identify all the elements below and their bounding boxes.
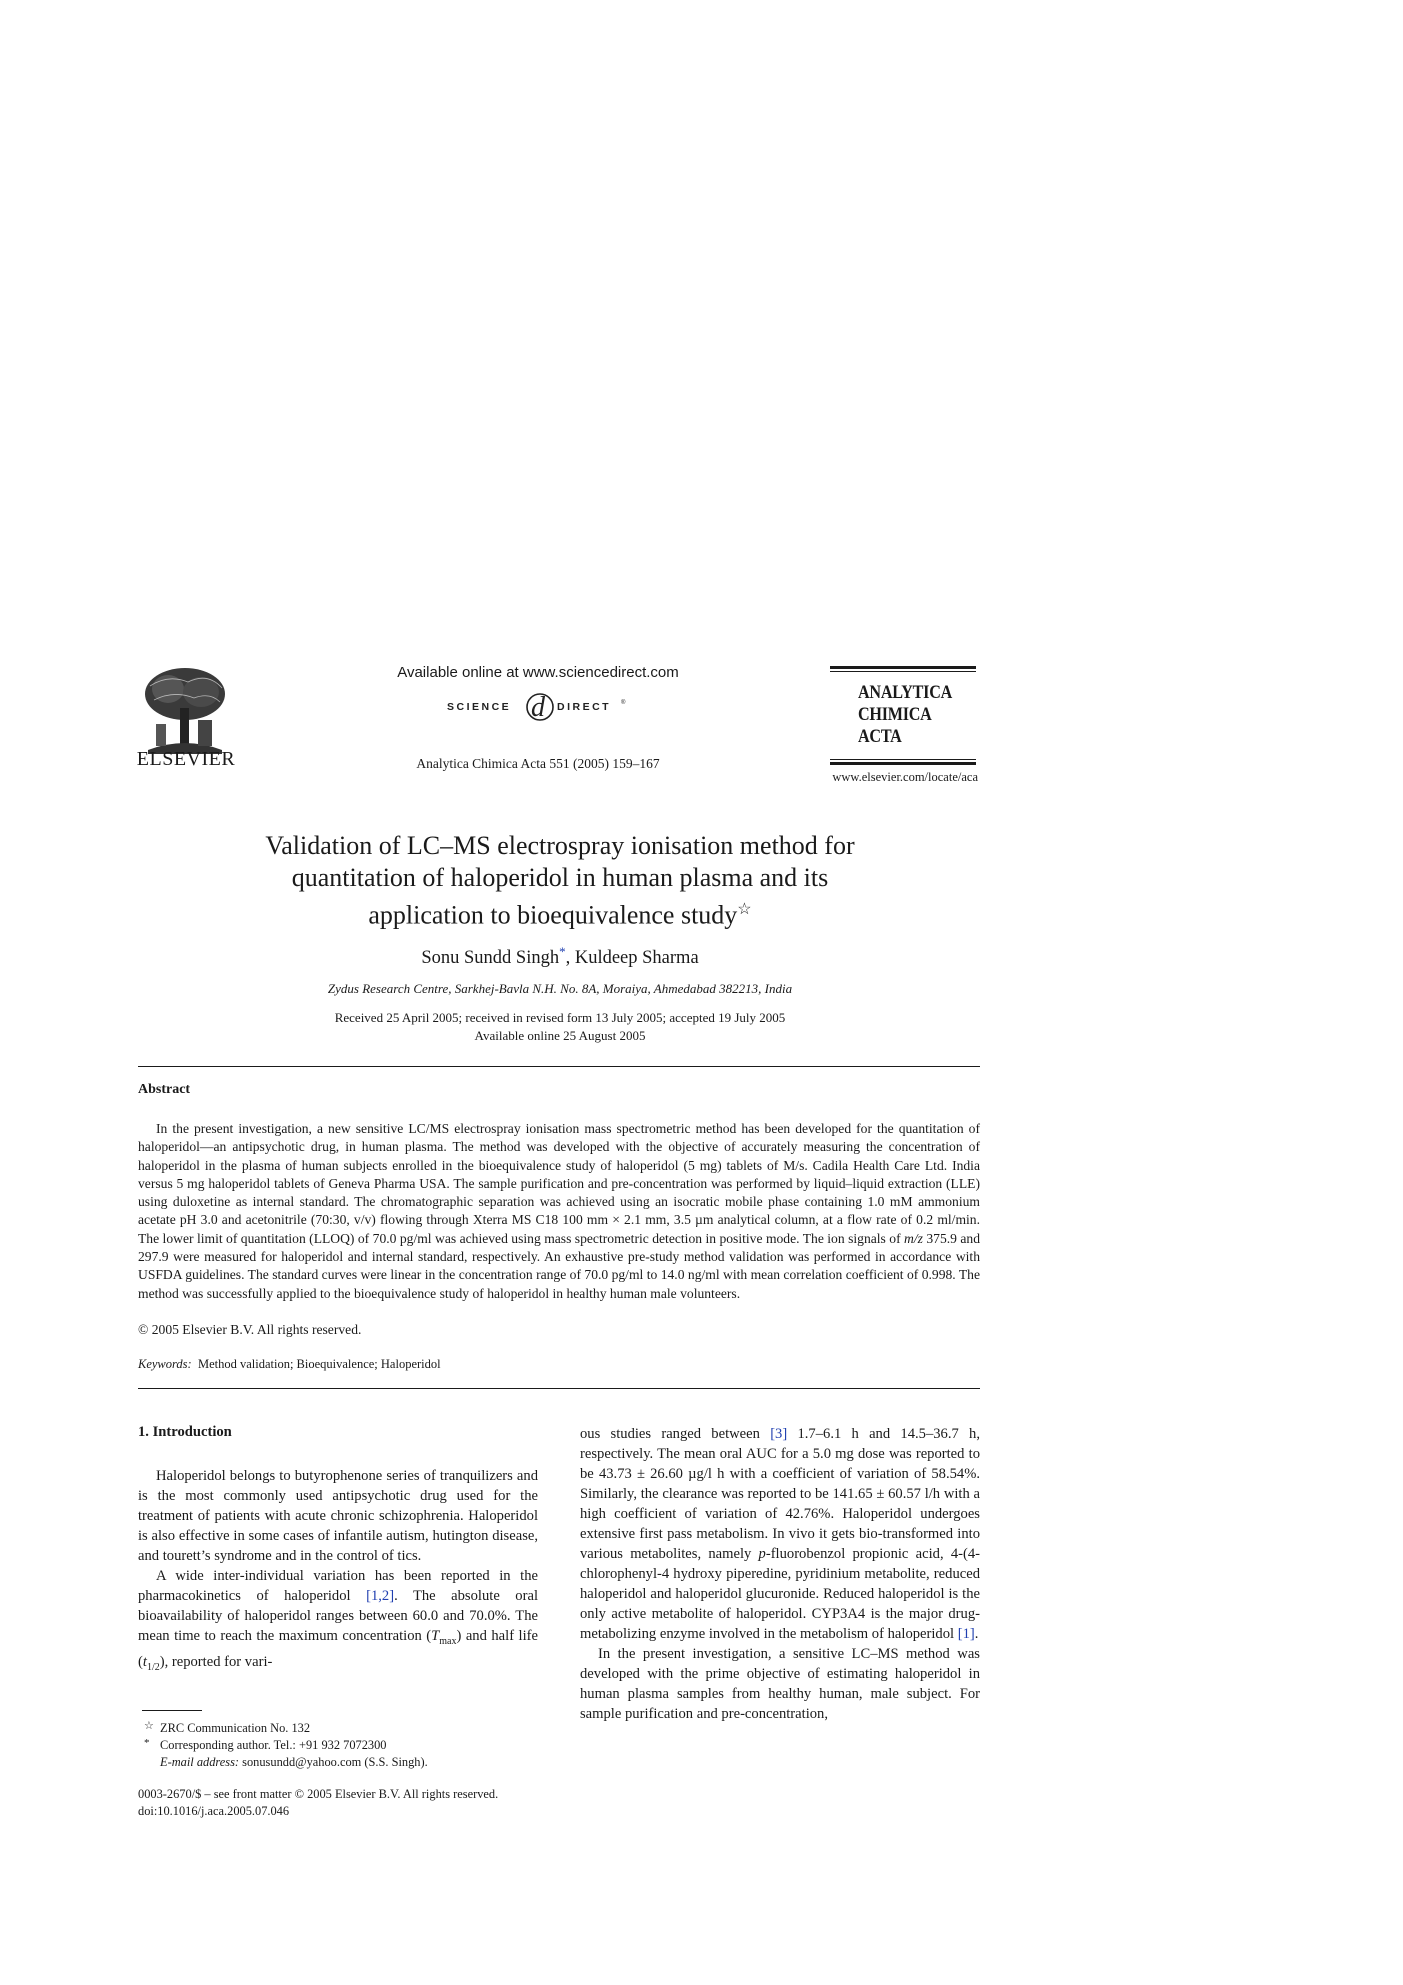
body-paragraph: A wide inter-individual variation has been reported in the pharmacokinetics of haloperidol [1,2]. The absolute oral bioavailability of haloperidol ranges between 60.0 and 70.0%. The mean time to reach the maximum concentration $(T_{max})$ and half life $(t_{1/2})$, reported for vari-	[138, 1568, 538, 1673]
title-line: Validation of LC–MS electrospray ionisation method for	[265, 831, 855, 860]
journal-rule-top-thin	[830, 671, 976, 672]
journal-name-line: CHIMICA	[858, 704, 932, 725]
author-name: Kuldeep Sharma	[574, 948, 699, 969]
reference-link[interactable]: [1]	[957, 1626, 975, 1642]
divider	[138, 1066, 980, 1067]
sd-trademark: ®	[621, 700, 626, 706]
article-history	[200, 1009, 920, 1045]
title-line-last	[200, 894, 920, 932]
email-address[interactable]: sonusundd@yahoo.com (S.S. Singh).	[239, 1755, 428, 1769]
title-line: application to bioequivalence study	[368, 900, 738, 930]
publisher-name: ELSEVIER	[136, 748, 236, 770]
keywords-list: Method validation; Bioequivalence; Haloperidol	[197, 1357, 441, 1371]
author-separator: ,	[565, 948, 575, 969]
section-heading: 1. Introduction	[138, 1424, 232, 1440]
corresponding-author-link[interactable]: *	[559, 944, 566, 959]
keywords	[138, 1357, 441, 1372]
left-column	[138, 1466, 538, 1678]
right-column	[580, 1424, 980, 1724]
footnote: ☆ ZRC Communication No. 132	[144, 1720, 311, 1735]
copyright: © 2005 Elsevier B.V. All rights reserved.	[138, 1322, 362, 1337]
email-label: E-mail address:	[160, 1755, 240, 1769]
footnote-star-mark: ☆	[144, 1720, 154, 1732]
body-paragraph: Haloperidol belongs to butyrophenone series of tranquilizers and is the most commonly used antipsychotic drug used for the treatment of patients with acute chronic schizophrenia. Haloperidol is also effective in some cases of infantile autism, hutington disease, and tourett’s syndrome and in the control of tics.	[138, 1468, 538, 1564]
svg-text:d: d	[531, 692, 545, 723]
journal-rule-bottom	[830, 762, 976, 765]
journal-citation: Analytica Chimica Acta 551 (2005) 159–167	[416, 756, 660, 771]
sd-right-word: DIRECT	[557, 701, 612, 713]
keywords-label: Keywords:	[138, 1357, 192, 1371]
footnote: * Corresponding author. Tel.: +91 932 7072300	[144, 1737, 387, 1752]
journal-rule-bottom-thin	[830, 759, 976, 760]
authors	[200, 944, 920, 969]
footnote	[138, 1754, 558, 1771]
footnote-asterisk-mark: *	[144, 1737, 150, 1749]
issn-line: 0003-2670/$ – see front matter © 2005 Elsevier B.V. All rights reserved.	[138, 1787, 499, 1801]
affiliation: Zydus Research Centre, Sarkhej-Bavla N.H. No. 8A, Moraiya, Ahmedabad 382213, India	[327, 981, 793, 996]
footnotes	[138, 1720, 558, 1771]
available-online-date: Available online 25 August 2005	[474, 1028, 646, 1043]
author-name: Sonu Sundd Singh	[421, 948, 560, 969]
journal-name-line: ANALYTICA	[858, 682, 953, 703]
sciencedirect-logo	[445, 686, 635, 726]
journal-name	[858, 682, 960, 748]
divider	[138, 1388, 980, 1389]
title-line: quantitation of haloperidol in human plasma and its	[291, 863, 829, 892]
title-footnote-star[interactable]: ☆	[737, 901, 752, 918]
reference-link[interactable]: [3]	[770, 1426, 788, 1442]
received-dates: Received 25 April 2005; received in revised form 13 July 2005; accepted 19 July 2005	[334, 1010, 786, 1025]
sd-left-word: SCIENCE	[447, 701, 512, 713]
doi[interactable]: doi:10.1016/j.aca.2005.07.046	[138, 1804, 290, 1818]
article-title	[200, 830, 920, 932]
available-online-text: Available online at www.sciencedirect.com	[397, 664, 679, 681]
footnote-rule	[142, 1710, 202, 1711]
journal-rule-top	[830, 666, 976, 669]
front-matter	[138, 1786, 558, 1820]
abstract-heading: Abstract	[138, 1082, 191, 1097]
body-paragraph: In the present investigation, a sensitive LC–MS method was developed with the prime objective of estimating haloperidol in human plasma samples from healthy human, male subject. For sample purification and pre-concentration,	[580, 1646, 980, 1722]
abstract-body	[138, 1120, 980, 1303]
reference-link[interactable]: [1,2]	[366, 1588, 395, 1604]
abstract-paragraph: In the present investigation, a new sensitive LC/MS electrospray ionisation mass spectrometric method has been developed for the quantitation of haloperidol—an antipsychotic drug, in human plasma. The method was developed with the objective of accurately measuring the concentration of haloperidol in the plasma of human subjects enrolled in the bioequivalence study of haloperidol (5 mg) tablets of M/s. Cadila Health Care Ltd. India versus 5 mg haloperidol tablets of Geneva Pharma USA. The sample purification and pre-concentration was performed by liquid–liquid extraction (LLE) using duloxetine as internal standard. The chromatographic separation was achieved using an isocratic mobile phase containing 1.0 mM ammonium acetate pH 3.0 and acetonitrile (70:30, v/v) flowing through Xterra MS C18 100 mm × 2.1 mm, 3.5 µm analytical column, at a flow rate of 0.2 ml/min. The lower limit of quantitation (LLOQ) of 70.0 pg/ml was achieved using mass spectrometric detection in positive mode. The ion signals of m/z 375.9 and 297.9 were measured for haloperidol and internal standard, respectively. An exhaustive pre-study method validation was performed in accordance with USFDA guidelines. The standard curves were linear in the concentration range of 70.0 pg/ml to 14.0 ng/ml with mean correlation coefficient of 0.998. The method was successfully applied to the bioequivalence study of haloperidol in healthy human male volunteers.	[138, 1121, 980, 1301]
journal-name-line: ACTA	[858, 726, 902, 747]
journal-url: www.elsevier.com/locate/aca	[832, 770, 978, 784]
body-paragraph: ous studies ranged between [3] 1.7–6.1 h and 14.5–36.7 h, respectively. The mean oral AUC for a 5.0 mg dose was reported to be 43.73 ± 26.60 µg/l h with a coefficient of variation of 58.54%. Similarly, the clearance was reported to be 141.65 ± 60.57 l/h with a high coefficient of variation of 42.76%. Haloperidol undergoes extensive first pass metabolism. In vivo it gets bio-transformed into various metabolites, namely p-fluorobenzol propionic acid, 4-(4-chlorophenyl-4 hydroxy piperedine, pyridinium metabolite, reduced haloperidol and haloperidol glucuronide. Reduced haloperidol is the only active metabolite of haloperidol. CYP3A4 is the major drug-metabolizing enzyme involved in the metabolism of haloperidol [1].	[580, 1426, 980, 1642]
